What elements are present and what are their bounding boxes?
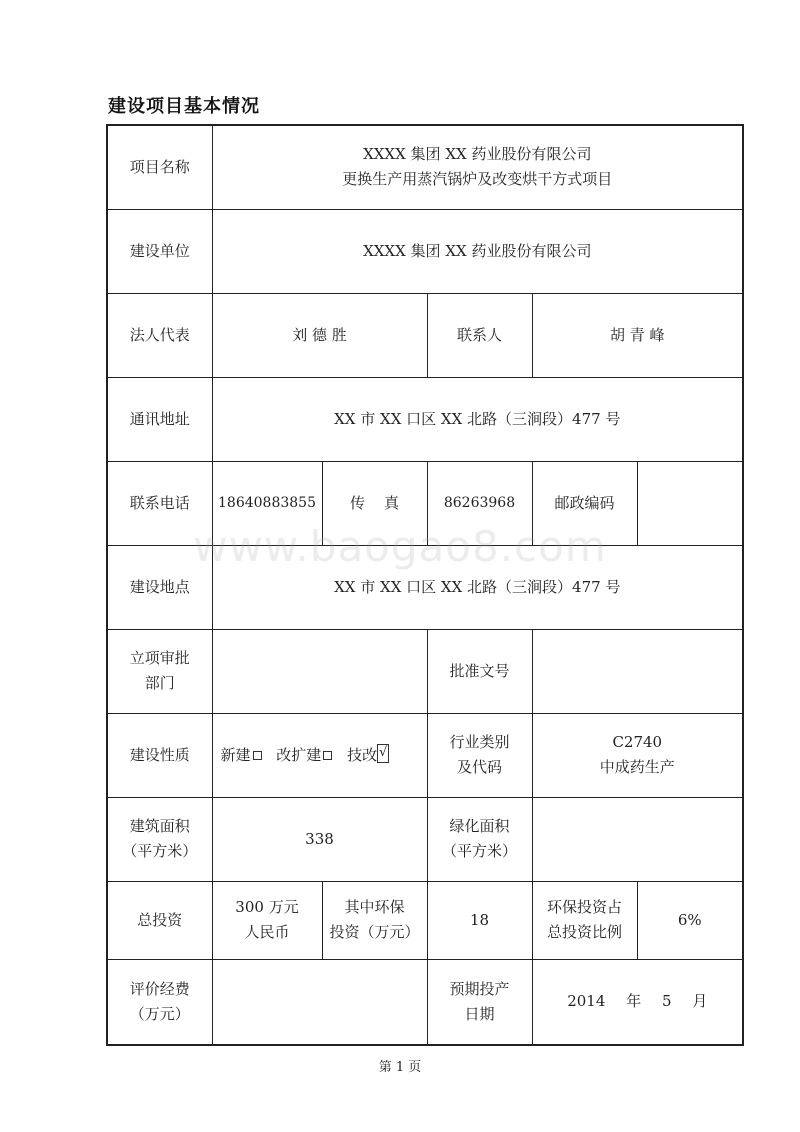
green-area-value — [532, 797, 743, 881]
nature-label: 建设性质 — [107, 713, 212, 797]
option-expand-label: 改扩建 — [276, 745, 322, 764]
phone-value: 18640883855 — [212, 461, 322, 545]
site-value: XX 市 XX 口区 XX 北路（三涧段）477 号 — [212, 545, 743, 629]
project-name-line1: XXXX 集团 XX 药业股份有限公司 — [363, 145, 592, 164]
legal-rep-label: 法人代表 — [107, 293, 212, 377]
start-date-month: 5 — [661, 992, 672, 1011]
investment-value-line1: 300 万元 — [235, 898, 299, 916]
page-footer: 第 1 页 — [378, 1060, 422, 1075]
project-name-label: 项目名称 — [107, 125, 212, 209]
start-date-value — [532, 959, 743, 1045]
row-builder — [107, 209, 743, 293]
row-address — [107, 377, 743, 461]
approval-doc-value — [532, 629, 743, 713]
start-date-label-line1: 预期投产 — [449, 979, 510, 998]
approval-label-line2: 部门 — [144, 674, 175, 692]
investment-label: 总投资 — [107, 881, 212, 959]
env-investment-value: 18 — [427, 881, 532, 959]
industry-code: C2740 — [612, 733, 663, 751]
start-date-label-line2: 日期 — [464, 1004, 495, 1023]
builder-value: XXXX 集团 XX 药业股份有限公司 — [212, 209, 743, 293]
start-date-label — [427, 959, 532, 1045]
project-info-table — [106, 124, 744, 1046]
start-date-year: 2014 — [567, 992, 606, 1011]
start-date-month-unit: 月 — [692, 992, 708, 1011]
option-new-label: 新建 — [220, 745, 251, 764]
row-legal-rep — [107, 293, 743, 377]
industry-name: 中成药生产 — [599, 758, 675, 776]
area-label — [107, 797, 212, 881]
env-investment-label-line2: 投资（万元） — [329, 923, 420, 941]
watermark: www.baogao8.com — [193, 522, 607, 571]
row-eval — [107, 959, 743, 1045]
env-investment-label — [322, 881, 427, 959]
approval-doc-label: 批准文号 — [427, 629, 532, 713]
row-project-name — [107, 125, 743, 209]
investment-value-line2: 人民币 — [244, 923, 290, 941]
approval-label — [107, 629, 212, 713]
phone-label: 联系电话 — [107, 461, 212, 545]
row-area — [107, 797, 743, 881]
eval-label — [107, 959, 212, 1045]
approval-value — [212, 629, 427, 713]
env-ratio-label-line2: 总投资比例 — [546, 923, 622, 941]
contact-label: 联系人 — [427, 293, 532, 377]
area-label-line2: （平方米） — [122, 842, 198, 860]
eval-label-line1: 评价经费 — [129, 979, 190, 998]
eval-value — [212, 959, 427, 1045]
row-phone — [107, 461, 743, 545]
fax-value: 86263968 — [427, 461, 532, 545]
project-name-line2: 更换生产用蒸汽锅炉及改变烘干方式项目 — [342, 170, 613, 189]
env-investment-label-line1: 其中环保 — [344, 898, 405, 916]
page-title: 建设项目基本情况 — [108, 96, 260, 117]
postcode-value — [637, 461, 743, 545]
option-expand-checkbox[interactable] — [323, 751, 332, 760]
area-label-line1: 建筑面积 — [129, 817, 190, 835]
option-tech-checkbox-checked[interactable]: √ — [377, 744, 389, 763]
row-site — [107, 545, 743, 629]
row-approval — [107, 629, 743, 713]
legal-rep-value: 刘 德 胜 — [212, 293, 427, 377]
approval-label-line1: 立项审批 — [129, 649, 190, 667]
contact-value: 胡 青 峰 — [532, 293, 743, 377]
industry-label — [427, 713, 532, 797]
env-ratio-label — [532, 881, 637, 959]
eval-label-line2: （万元） — [129, 1004, 190, 1023]
green-area-label — [427, 797, 532, 881]
option-tech-label: 技改 — [347, 745, 378, 764]
site-label: 建设地点 — [107, 545, 212, 629]
postcode-label: 邮政编码 — [532, 461, 637, 545]
green-area-label-line1: 绿化面积 — [449, 817, 510, 835]
investment-value — [212, 881, 322, 959]
builder-label: 建设单位 — [107, 209, 212, 293]
start-date-year-unit: 年 — [626, 992, 642, 1011]
industry-label-line1: 行业类别 — [449, 733, 510, 751]
option-new-checkbox[interactable] — [253, 751, 262, 760]
industry-label-line2: 及代码 — [456, 758, 502, 776]
fax-label: 传 真 — [322, 461, 427, 545]
address-value: XX 市 XX 口区 XX 北路（三涧段）477 号 — [212, 377, 743, 461]
address-label: 通讯地址 — [107, 377, 212, 461]
row-investment — [107, 881, 743, 959]
nature-options — [212, 713, 427, 797]
env-ratio-value: 6% — [637, 881, 743, 959]
row-nature — [107, 713, 743, 797]
industry-value — [532, 713, 743, 797]
green-area-label-line2: （平方米） — [441, 842, 517, 860]
area-value: 338 — [212, 797, 427, 881]
env-ratio-label-line1: 环保投资占 — [546, 898, 622, 916]
project-name-value — [212, 125, 743, 209]
